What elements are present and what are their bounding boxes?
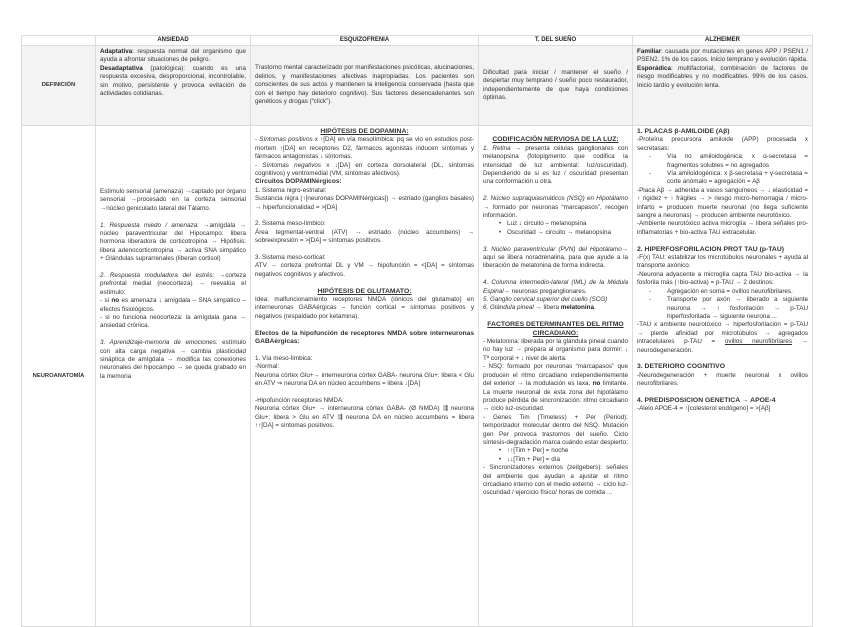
section-heading — [255, 288, 474, 296]
italic-text: 5. Ganglio cervical superior del cuello (SCG) — [483, 296, 608, 304]
section-title — [637, 246, 808, 254]
paragraph — [483, 304, 628, 312]
text: FACTORES DETERMINANTES DEL RITMO CIRCADIANO: — [487, 321, 624, 337]
spacer — [637, 355, 808, 363]
bold-text: no — [592, 380, 601, 388]
paragraph — [100, 222, 246, 264]
italic-text: Síntomas positivos — [259, 136, 313, 144]
text: -Neurona adyacente a microglía capta TAU bio-activa → la fosforila más (↑bio-activa) = p-TAU → 2 destinos: — [637, 270, 808, 287]
text: . — [593, 304, 596, 312]
paragraph — [637, 271, 808, 288]
section-heading — [483, 321, 628, 338]
header-alzheimer: ALZHEIMER — [633, 36, 813, 46]
italic-text: 1. Retina — [483, 144, 511, 152]
section-title — [637, 128, 808, 136]
paragraph — [255, 195, 474, 212]
italic-text: Síntomas negativos — [262, 161, 322, 169]
text: Transporte por axón → liberado a siguiente neurona → ↑ fosforilación → p-TAU hiperfosforilada → siguiente neurona ... — [667, 296, 808, 320]
text: - Genes Tim (Timeless) + Per (Period): temporizador molecular dentro del NSQ. Mutación gen Per provoca trastornos del sueño. Ciclo síntesis-degradación marca cuándo estar despierto: — [483, 413, 628, 446]
text: : causada por mutaciones en genes APP / PSEN1 / PSEN2. 1% de los casos. Inicio temprano y evolución rápida. — [637, 48, 808, 64]
text: ATV → corteza prefrontal DL y VM → hipofunción = <[DA] = síntomas negativos cognitivos y afectivos. — [255, 262, 474, 278]
paragraph — [100, 188, 246, 213]
text: Neurona córtex Glu+ → interneurona córtex GABA- (Ø NMDA) ⇶ neurona Glu+: libera > Glu en ATV ⇶ neurona DA en núcleo accumbens = libera ↑↑[DA] = síntomas positivos. — [255, 405, 474, 430]
paragraph — [483, 338, 628, 363]
spacer — [255, 212, 474, 220]
header-row — [22, 36, 813, 46]
text: Luz ↓ circuito – melanopsina — [507, 220, 587, 228]
paragraph — [483, 464, 628, 498]
paragraph — [255, 162, 474, 179]
text: 1. Sistema nigro-estriatal: — [255, 186, 327, 194]
text: Vía amiloidogénica: x β-secretasa + γ-secretasa = corte anómalo = agregación = Aβ — [667, 170, 808, 186]
paragraph — [100, 272, 246, 297]
paragraph — [483, 296, 628, 304]
header-corner — [22, 36, 96, 46]
cell-definicion-ansiedad — [96, 46, 251, 126]
bullet-item — [483, 447, 628, 455]
italic-text: 3. Núcleo paraventricular (PVN) del Hipotálamo — [483, 245, 622, 253]
text: Estímulo sensorial (amenaza) →captado por órgano sensorial →procesado en la corteza sensorial →núcleo geniculado lateral del Tálamo. — [100, 188, 246, 212]
text: ↑↑[Tim + Per] = noche — [507, 447, 569, 455]
text: -Normal: — [255, 363, 280, 371]
paragraph — [637, 372, 808, 389]
text: limitante. La muerte neuronal de esta zona del hipotálamo produce pérdida de sincronización: ritmo circadiano ↔ ciclo luz-oscuridad. — [483, 380, 629, 413]
paragraph — [483, 414, 628, 448]
paragraph — [637, 136, 808, 153]
spacer — [100, 264, 246, 272]
bold-text: Adaptativa — [100, 48, 133, 55]
text: Oscuridad → circuito → melanopsina — [507, 228, 611, 236]
text: es amenaza ↓ amígdala – SNA simpático – efectos fisiológicos. — [100, 297, 246, 313]
text: -Hipofunción receptores NMDA: — [255, 396, 344, 404]
text: Efectos de la hipofunción de receptores NMDA sobre interneuronas GABAérgicas: — [255, 329, 474, 346]
text: Agregación en soma = ovillos neurofibrilares. — [667, 287, 793, 295]
bold-text: Desadaptativa — [100, 64, 143, 72]
dash-item — [637, 170, 808, 187]
text: →corteza prefrontal medial (neocorteza) → reevalúa el estímulo: — [100, 272, 246, 296]
spacer — [100, 331, 246, 339]
text: 4. PREDISPOSICION GENETICA → APOE-4 — [637, 396, 776, 404]
paragraph — [637, 321, 808, 355]
text: HIPÓTESIS DE DOPAMINA: — [320, 128, 409, 135]
paragraph — [255, 229, 474, 246]
text: - NSQ: formado por neuronas “marcapasos” que producen el ritmo circadiano independientemente del exterior → la modulación es laxa, — [483, 363, 628, 388]
paragraph — [483, 246, 628, 271]
spacer — [255, 347, 474, 355]
cell-neuroanatomia-sueno — [479, 126, 633, 627]
cell-definicion-alzheimer — [633, 46, 813, 126]
spacer — [255, 321, 474, 329]
text: → aquí se libera noradrenalina, para que ayude a la liberación de melatonina de forma indirecta. — [483, 245, 628, 270]
text: -Ambiente neurotóxico activa microglía → libera señales pro-inflamatorias + bio-activa TAU extracelular. — [637, 220, 808, 236]
text: CODIFICACIÓN NERVIOSA DE LA LUZ: — [492, 136, 619, 144]
section-title — [637, 397, 808, 405]
text: → formado por neuronas “marcapasos”, recogen información. — [483, 203, 628, 220]
paragraph — [255, 296, 474, 321]
text: -Alelo APOE-4 = ↑[colesterol endógeno] = >[Aβ] — [637, 405, 771, 413]
text: x ↓[DA] en corteza dorsolateral (DL, síntomas cognitivos) y ventromedial (VM, síntomas afectivos). — [255, 161, 474, 178]
text: 2. Sistema meso-límbico: — [255, 220, 326, 228]
italic-text: 2. Núcleo supraquiasmáticos (NSQ) en Hipotálamo — [483, 195, 628, 203]
text: Idea: malfuncionamiento receptores NMDA (iónicos del glutamato) en interneuronas GABAérgicas – función cortical = síntomas positivos y negativos (respaldado por ketamina). — [255, 296, 474, 320]
paragraph — [255, 254, 474, 262]
header-sueno: T. DEL SUEÑO — [479, 36, 633, 46]
text: 1. Vía meso-límbica: — [255, 354, 313, 362]
text: - Melatonina: liberada por la glándula pineal cuando no hay luz → prepara al organismo para dormir: ↓ Tª corporal + ↓ nivel de alerta. — [483, 338, 628, 362]
section-heading — [255, 128, 474, 136]
text: → neuronas preganglionares. — [503, 287, 587, 295]
paragraph — [637, 405, 808, 413]
text: ↓↓[Tim + Per] = día — [507, 455, 560, 463]
text: (patológica): cuando es una respuesta excesiva, desproporcional, incontrolable, sin motivo, persistente y provoca evitación de actividades cotidianas. — [100, 64, 246, 98]
text: : multifactorial, combinación de factores de riesgo modificables y no modificables. 99% de los casos. Inicio tardío y evolución lenta. — [637, 64, 808, 89]
italic-text: 6. Glándula pineal — [483, 304, 534, 312]
paragraph — [483, 195, 628, 220]
paragraph — [255, 355, 474, 363]
paragraph — [255, 220, 474, 228]
italic-text: 1. Respuesta miedo / amenaza: — [100, 221, 199, 229]
bold-text: no — [111, 297, 120, 305]
spacer — [255, 279, 474, 287]
paragraph — [637, 65, 808, 90]
row-neuroanatomia — [22, 126, 813, 627]
cell-neuroanatomia-esquizofrenia — [251, 126, 479, 627]
paragraph — [483, 145, 628, 187]
cell-definicion-esquizofrenia — [251, 46, 479, 126]
italic-text: 2. Respuesta moduladora del estrés: — [100, 272, 215, 280]
bold-text: Familiar — [637, 48, 662, 55]
text: x ↑[DA] en vía mesolímbica: pq se vio en estudios post-mortem ↑[DA] en receptores D2, fármacos agonistas inducen síntomas y fármacos antagonistas ↓ síntomas. — [255, 136, 474, 161]
paragraph — [100, 65, 246, 99]
section-heading — [483, 136, 628, 144]
text: 3. DETERIORO COGNITIVO — [637, 363, 725, 371]
comparison-table — [21, 35, 813, 627]
paragraph — [255, 363, 474, 371]
paragraph — [255, 64, 474, 106]
spacer — [483, 313, 628, 321]
bullet-item — [483, 220, 628, 228]
bold-subheading — [255, 330, 474, 347]
paragraph — [100, 339, 246, 381]
paragraph — [637, 254, 808, 271]
text: → presenta células ganglionares con melanopsina (fotopigmento que codifica la intensidad de luz ambiental: luz/oscuridad). Dependiendo de si es luz / oscuridad presentan una conformación u otra. — [483, 144, 628, 186]
paragraph — [255, 262, 474, 279]
text: HIPÓTESIS DE GLUTAMATO: — [317, 287, 412, 295]
text: estímulo con alta carga negativa → cambia plasticidad sináptica de amígdala → modifica las conexiones neuronales del hipocampo → se queda grabado en la memoria — [100, 339, 246, 380]
text: 3. Sistema meso-cortical: — [255, 254, 326, 262]
text: -TAU x ambiente neurotóxico → hiperfosforilación = p-TAU → pierde afinidad por microtúbulos → agregados intracelulares p-TAU = — [637, 321, 808, 346]
row-definicion — [22, 46, 813, 126]
italic-text: 3. Aprendizaje-memoria de emociones: — [100, 339, 218, 347]
italic-text: 4. Columna intermedio-lateral (IML) de la Médula Espinal — [483, 279, 628, 295]
paragraph — [483, 279, 628, 296]
spacer — [100, 213, 246, 221]
section-title — [637, 363, 808, 371]
text: Dificultad para iniciar / mantener el sueño / despertar muy temprano / sueño poco restaurador, independientemente de que haya condiciones óptimas. — [483, 68, 628, 101]
text: →amígdala → núcleo paraventricular del Hipocampo: libera hormona liberadora de corticotropina → Hipófisis: libera adenocorticotropina → activa SNA simpático + Glándulas suprarrenales (liberan cortisol) — [100, 221, 246, 263]
paragraph — [100, 314, 246, 331]
header-ansiedad: ANSIEDAD — [96, 36, 251, 46]
text: Neurona córtex Glu+→ interneurona córtex GABA- neurona Glu+: libera < Glu en ATV ⇝ neurona DA en núcleo accumbens = libera ↓[DA] — [255, 371, 474, 388]
text: 2. HIPERFOSFORILACION PROT TAU (p-TAU) — [637, 245, 785, 253]
bullet-item — [483, 456, 628, 464]
paragraph — [255, 136, 474, 161]
cell-neuroanatomia-alzheimer — [633, 126, 813, 627]
text: Circuitos DOPAMINérgicos: — [255, 178, 342, 186]
text: 1. PLACAS β-AMILOIDE (Aβ) — [637, 128, 730, 135]
text: Trastorno mental caracterizado por manifestaciones psicóticas, alucinaciones, delirios, y manifestaciones afectivas inapropiadas. Los pacientes son conscientes de sus actos y mantienen la inteligencia conservada (hasta que con el tiempo hay deterioro cognitivo). Sus factores desencadenantes son genéticos y drogas (“click”). — [255, 64, 474, 106]
paragraph — [637, 48, 808, 65]
text: Vía no amiloidogénica: x α-secretasa = fragmentos solubles = no agregados — [667, 153, 808, 169]
paragraph — [100, 297, 246, 314]
spacer — [483, 187, 628, 195]
spacer — [255, 389, 474, 397]
text: : respuesta normal del organismo que ayuda a afrontar situaciones de peligro. — [100, 48, 246, 64]
underlined-text: ovillos neurofibrilares — [724, 338, 793, 346]
dash-item — [637, 288, 808, 296]
bold-text: melatonina — [560, 304, 594, 312]
paragraph — [255, 397, 474, 405]
spacer — [637, 237, 808, 245]
paragraph — [637, 187, 808, 221]
text: -Placa Aβ → adherida a vasos sanguíneos → ↓ elasticidad = ↑ rigidez + ↑ frágiles → > riesgo micro-hemorragia / micro-infarto = producen muerte neuronal (no llega suficiente sangre a neuronas) → producen ambiente neurotóxico. — [637, 186, 808, 220]
cell-definicion-sueno — [479, 46, 633, 126]
paragraph — [483, 69, 628, 103]
header-esquizofrenia: ESQUIZOFRENIA — [251, 36, 479, 46]
text: - Sincronizadores externos (zeitgebers): señales del ambiente que ayudan a ajustar el ritmo circadiano interno con el medio externo → ciclo luz-oscuridad / ejercicio físico/ horas de comida ... — [483, 464, 628, 497]
text: -Neurodegeneración + muerte neuronal x ovillos neurofibrilares. — [637, 371, 808, 388]
text: → neurodegeneración. — [637, 338, 808, 354]
spacer — [483, 237, 628, 245]
paragraph — [637, 220, 808, 237]
cell-neuroanatomia-ansiedad — [96, 126, 251, 627]
text: Área tegmental-ventral (ATV) → estriado (núcleo accumbens) → sobreexpresión = >[DA] = síntomas positivos. — [255, 228, 474, 245]
paragraph — [483, 363, 628, 413]
paragraph — [255, 372, 474, 389]
row-label-definicion: DEFINICIÓN — [22, 46, 96, 126]
paragraph — [100, 48, 246, 65]
spacer — [637, 389, 808, 397]
paragraph — [255, 405, 474, 430]
dash-item — [637, 153, 808, 170]
text: Sustancia nigra (↑[neuronas DOPAMINérgicas]) → estriado (ganglios basales) → hiperfuncionalidad = >[DA] — [255, 195, 474, 211]
paragraph — [255, 187, 474, 195]
text: - — [255, 161, 263, 169]
text: → libera — [533, 304, 561, 312]
spacer — [255, 246, 474, 254]
text: - si — [100, 297, 112, 305]
bold-text: Esporádica — [637, 64, 671, 72]
text: -Proteína precursora amiloide (APP) procesada x secretasas: — [637, 136, 808, 152]
row-label-neuroanatomia: NEUROANATOMÍA — [22, 126, 96, 627]
spacer — [483, 271, 628, 279]
dash-item — [637, 296, 808, 321]
text: -F(x) TAU: estabilizar los microtúbulos neuronales + ayuda al transporte axónico. — [637, 254, 808, 270]
bold-subheading — [255, 178, 474, 186]
bullet-item — [483, 229, 628, 237]
text: - si no funciona neocorteza: la amígdala gana → ansiedad crónica. — [100, 314, 246, 330]
text: - — [255, 136, 260, 144]
